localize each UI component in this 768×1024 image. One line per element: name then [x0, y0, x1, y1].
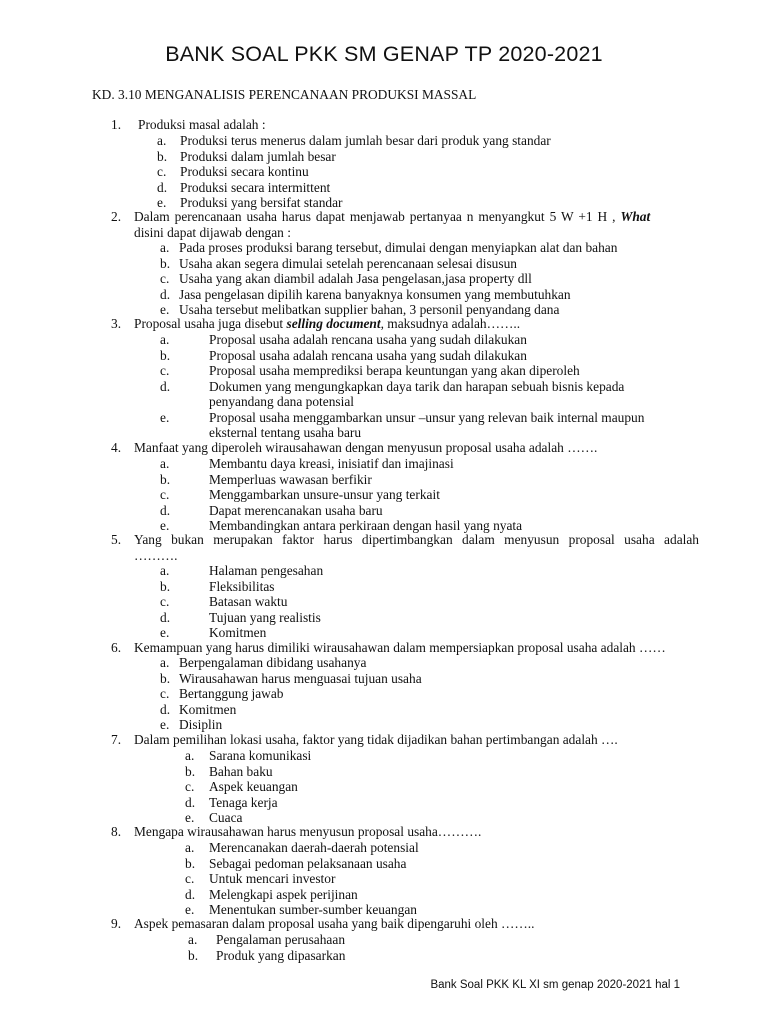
question-number: 2. — [111, 209, 122, 224]
question-number: 9. — [111, 916, 122, 931]
option-label: d. — [160, 378, 171, 394]
option-label: b. — [185, 855, 196, 871]
option-text: Produksi secara kontinu — [180, 164, 309, 179]
option-label: b. — [160, 578, 171, 594]
question-number: 1. — [111, 117, 122, 132]
option-label: a. — [160, 240, 170, 255]
question-number: 3. — [111, 316, 122, 331]
option-label: d. — [185, 886, 196, 902]
option-label: b. — [160, 670, 171, 686]
question-number: 5. — [111, 532, 122, 547]
option-text: Produksi dalam jumlah besar — [180, 148, 336, 164]
option-text: Proposal usaha adalah rencana usaha yang sudah dilakukan — [209, 347, 527, 363]
option-text: Bahan baku — [209, 763, 273, 779]
question-text: Manfaat yang diperoleh wirausahawan dengan menyusun proposal usaha adalah ……. — [134, 440, 598, 455]
option-label: a. — [157, 133, 167, 148]
option-text: Dapat merencanakan usaha baru — [209, 502, 383, 518]
option-label: d. — [185, 794, 196, 810]
option-label: c. — [157, 164, 167, 179]
option-label: b. — [160, 255, 171, 271]
option-label: a. — [160, 655, 170, 670]
option-text: Membandingkan antara perkiraan dengan hasil yang nyata — [209, 518, 523, 533]
question-number: 7. — [111, 732, 122, 747]
option-label: c. — [185, 871, 195, 886]
option-label: b. — [157, 148, 168, 164]
option-text: Pada proses produksi barang tersebut, dimulai dengan menyiapkan alat dan bahan — [179, 240, 618, 255]
option-label: a. — [160, 563, 170, 578]
option-label: c. — [160, 686, 170, 701]
option-label: b. — [160, 471, 171, 487]
question-text-emphasis: selling document — [286, 316, 381, 331]
option-label: e. — [185, 902, 195, 917]
option-label: b. — [160, 347, 171, 363]
option-text: Produksi secara intermittent — [180, 179, 331, 195]
option-label: d. — [160, 701, 171, 717]
question-text: Kemampuan yang harus dimiliki wirausahawan dalam mempersiapkan proposal usaha adalah …… — [134, 640, 666, 655]
option-text: Jasa pengelasan dipilih karena banyaknya konsumen yang membutuhkan — [179, 286, 571, 302]
question-text: Produksi masal adalah : — [138, 117, 266, 132]
option-text: Sarana komunikasi — [209, 748, 312, 763]
option-label: e. — [160, 302, 170, 317]
question-number: 4. — [111, 440, 122, 455]
option-label: a. — [188, 932, 198, 947]
option-label: c. — [160, 271, 170, 286]
question-text-line2: ………. — [134, 547, 178, 563]
page-title: BANK SOAL PKK SM GENAP TP 2020-2021 — [165, 42, 603, 66]
option-text: Tujuan yang realistis — [209, 609, 321, 625]
option-text: Produksi yang bersifat standar — [180, 195, 343, 210]
option-label: e. — [160, 625, 170, 640]
option-text: Proposal usaha menggambarkan unsur –unsur yang relevan baik internal maupun — [209, 409, 645, 425]
option-text-continued: penyandang dana potensial — [209, 394, 355, 409]
kd-heading: KD. 3.10 MENGANALISIS PERENCANAAN PRODUKSI MASSAL — [92, 87, 477, 102]
question-text-line1: Dalam perencanaan usaha harus dapat menjawab pertanyaa n menyangkut 5 W +1 H , — [134, 209, 616, 224]
question-text-pre: Proposal usaha juga disebut — [134, 316, 287, 331]
option-label: d. — [157, 179, 168, 195]
option-text: Cuaca — [209, 810, 243, 825]
option-text: Produk yang dipasarkan — [216, 947, 346, 963]
option-label: b. — [188, 947, 199, 963]
option-text: Usaha tersebut melibatkan supplier bahan, 3 personil penyandang dana — [179, 302, 560, 317]
question-text: Mengapa wirausahawan harus menyusun proposal usaha………. — [134, 824, 482, 839]
option-label: c. — [185, 779, 195, 794]
option-text: Untuk mencari investor — [209, 871, 336, 886]
question-number: 6. — [111, 640, 122, 655]
option-label: c. — [160, 594, 170, 609]
option-text-continued: eksternal tentang usaha baru — [209, 425, 362, 440]
option-text: Disiplin — [179, 717, 223, 732]
option-text: Produksi terus menerus dalam jumlah besar dari produk yang standar — [180, 133, 551, 148]
option-label: d. — [160, 502, 171, 518]
question-text: Aspek pemasaran dalam proposal usaha yang baik dipengaruhi oleh …….. — [134, 916, 535, 931]
option-text: Halaman pengesahan — [209, 563, 324, 578]
option-text: Berpengalaman dibidang usahanya — [179, 655, 367, 670]
option-label: a. — [185, 748, 195, 763]
option-label: e. — [185, 810, 195, 825]
option-text: Dokumen yang mengungkapkan daya tarik dan harapan sebuah bisnis kepada — [209, 378, 625, 394]
option-text: Usaha akan segera dimulai setelah perencanaan selesai disusun — [179, 255, 517, 271]
question-text: Dalam pemilihan lokasi usaha, faktor yang tidak dijadikan bahan pertimbangan adalah …. — [134, 732, 618, 747]
option-text: Memperluas wawasan berfikir — [209, 471, 372, 487]
question-text-line1: Yang bukan merupakan faktor harus dipertimbangkan dalam menyusun proposal usaha adalah — [134, 532, 699, 547]
question-number: 8. — [111, 824, 122, 839]
option-label: c. — [160, 487, 170, 502]
option-text: Usaha yang akan diambil adalah Jasa pengelasan,jasa property dll — [179, 271, 532, 286]
option-label: b. — [185, 763, 196, 779]
option-label: e. — [157, 195, 167, 210]
question-text-line2: disini dapat dijawab dengan : — [134, 224, 291, 240]
option-text: Pengalaman perusahaan — [216, 932, 346, 947]
option-text: Wirausahawan harus menguasai tujuan usaha — [179, 670, 422, 686]
option-text: Membantu daya kreasi, inisiatif dan imajinasi — [209, 456, 454, 471]
option-text: Sebagai pedoman pelaksanaan usaha — [209, 855, 407, 871]
option-label: a. — [160, 332, 170, 347]
option-label: c. — [160, 363, 170, 378]
option-text: Menggambarkan unsure-unsur yang terkait — [209, 487, 440, 502]
option-text: Menentukan sumber-sumber keuangan — [209, 902, 417, 917]
option-text: Proposal usaha memprediksi berapa keuntungan yang akan diperoleh — [209, 363, 580, 378]
option-label: d. — [160, 286, 171, 302]
option-label: d. — [160, 609, 171, 625]
option-label: a. — [185, 840, 195, 855]
option-text: Proposal usaha adalah rencana usaha yang sudah dilakukan — [209, 332, 527, 347]
option-label: e. — [160, 409, 170, 425]
option-text: Batasan waktu — [209, 594, 288, 609]
option-text: Merencanakan daerah-daerah potensial — [209, 840, 419, 855]
option-text: Tenaga kerja — [209, 794, 278, 810]
option-label: e. — [160, 717, 170, 732]
option-label: e. — [160, 518, 170, 533]
option-text: Aspek keuangan — [209, 779, 298, 794]
question-text-emphasis: What — [620, 209, 651, 224]
option-label: a. — [160, 456, 170, 471]
option-text: Melengkapi aspek perijinan — [209, 886, 358, 902]
option-text: Komitmen — [179, 701, 237, 717]
option-text: Bertanggung jawab — [179, 686, 284, 701]
page-footer: Bank Soal PKK KL XI sm genap 2020-2021 hal 1 — [430, 979, 680, 991]
question-text-post: , maksudnya adalah…….. — [380, 316, 521, 331]
option-text: Komitmen — [209, 625, 267, 640]
option-text: Fleksibilitas — [209, 578, 275, 594]
